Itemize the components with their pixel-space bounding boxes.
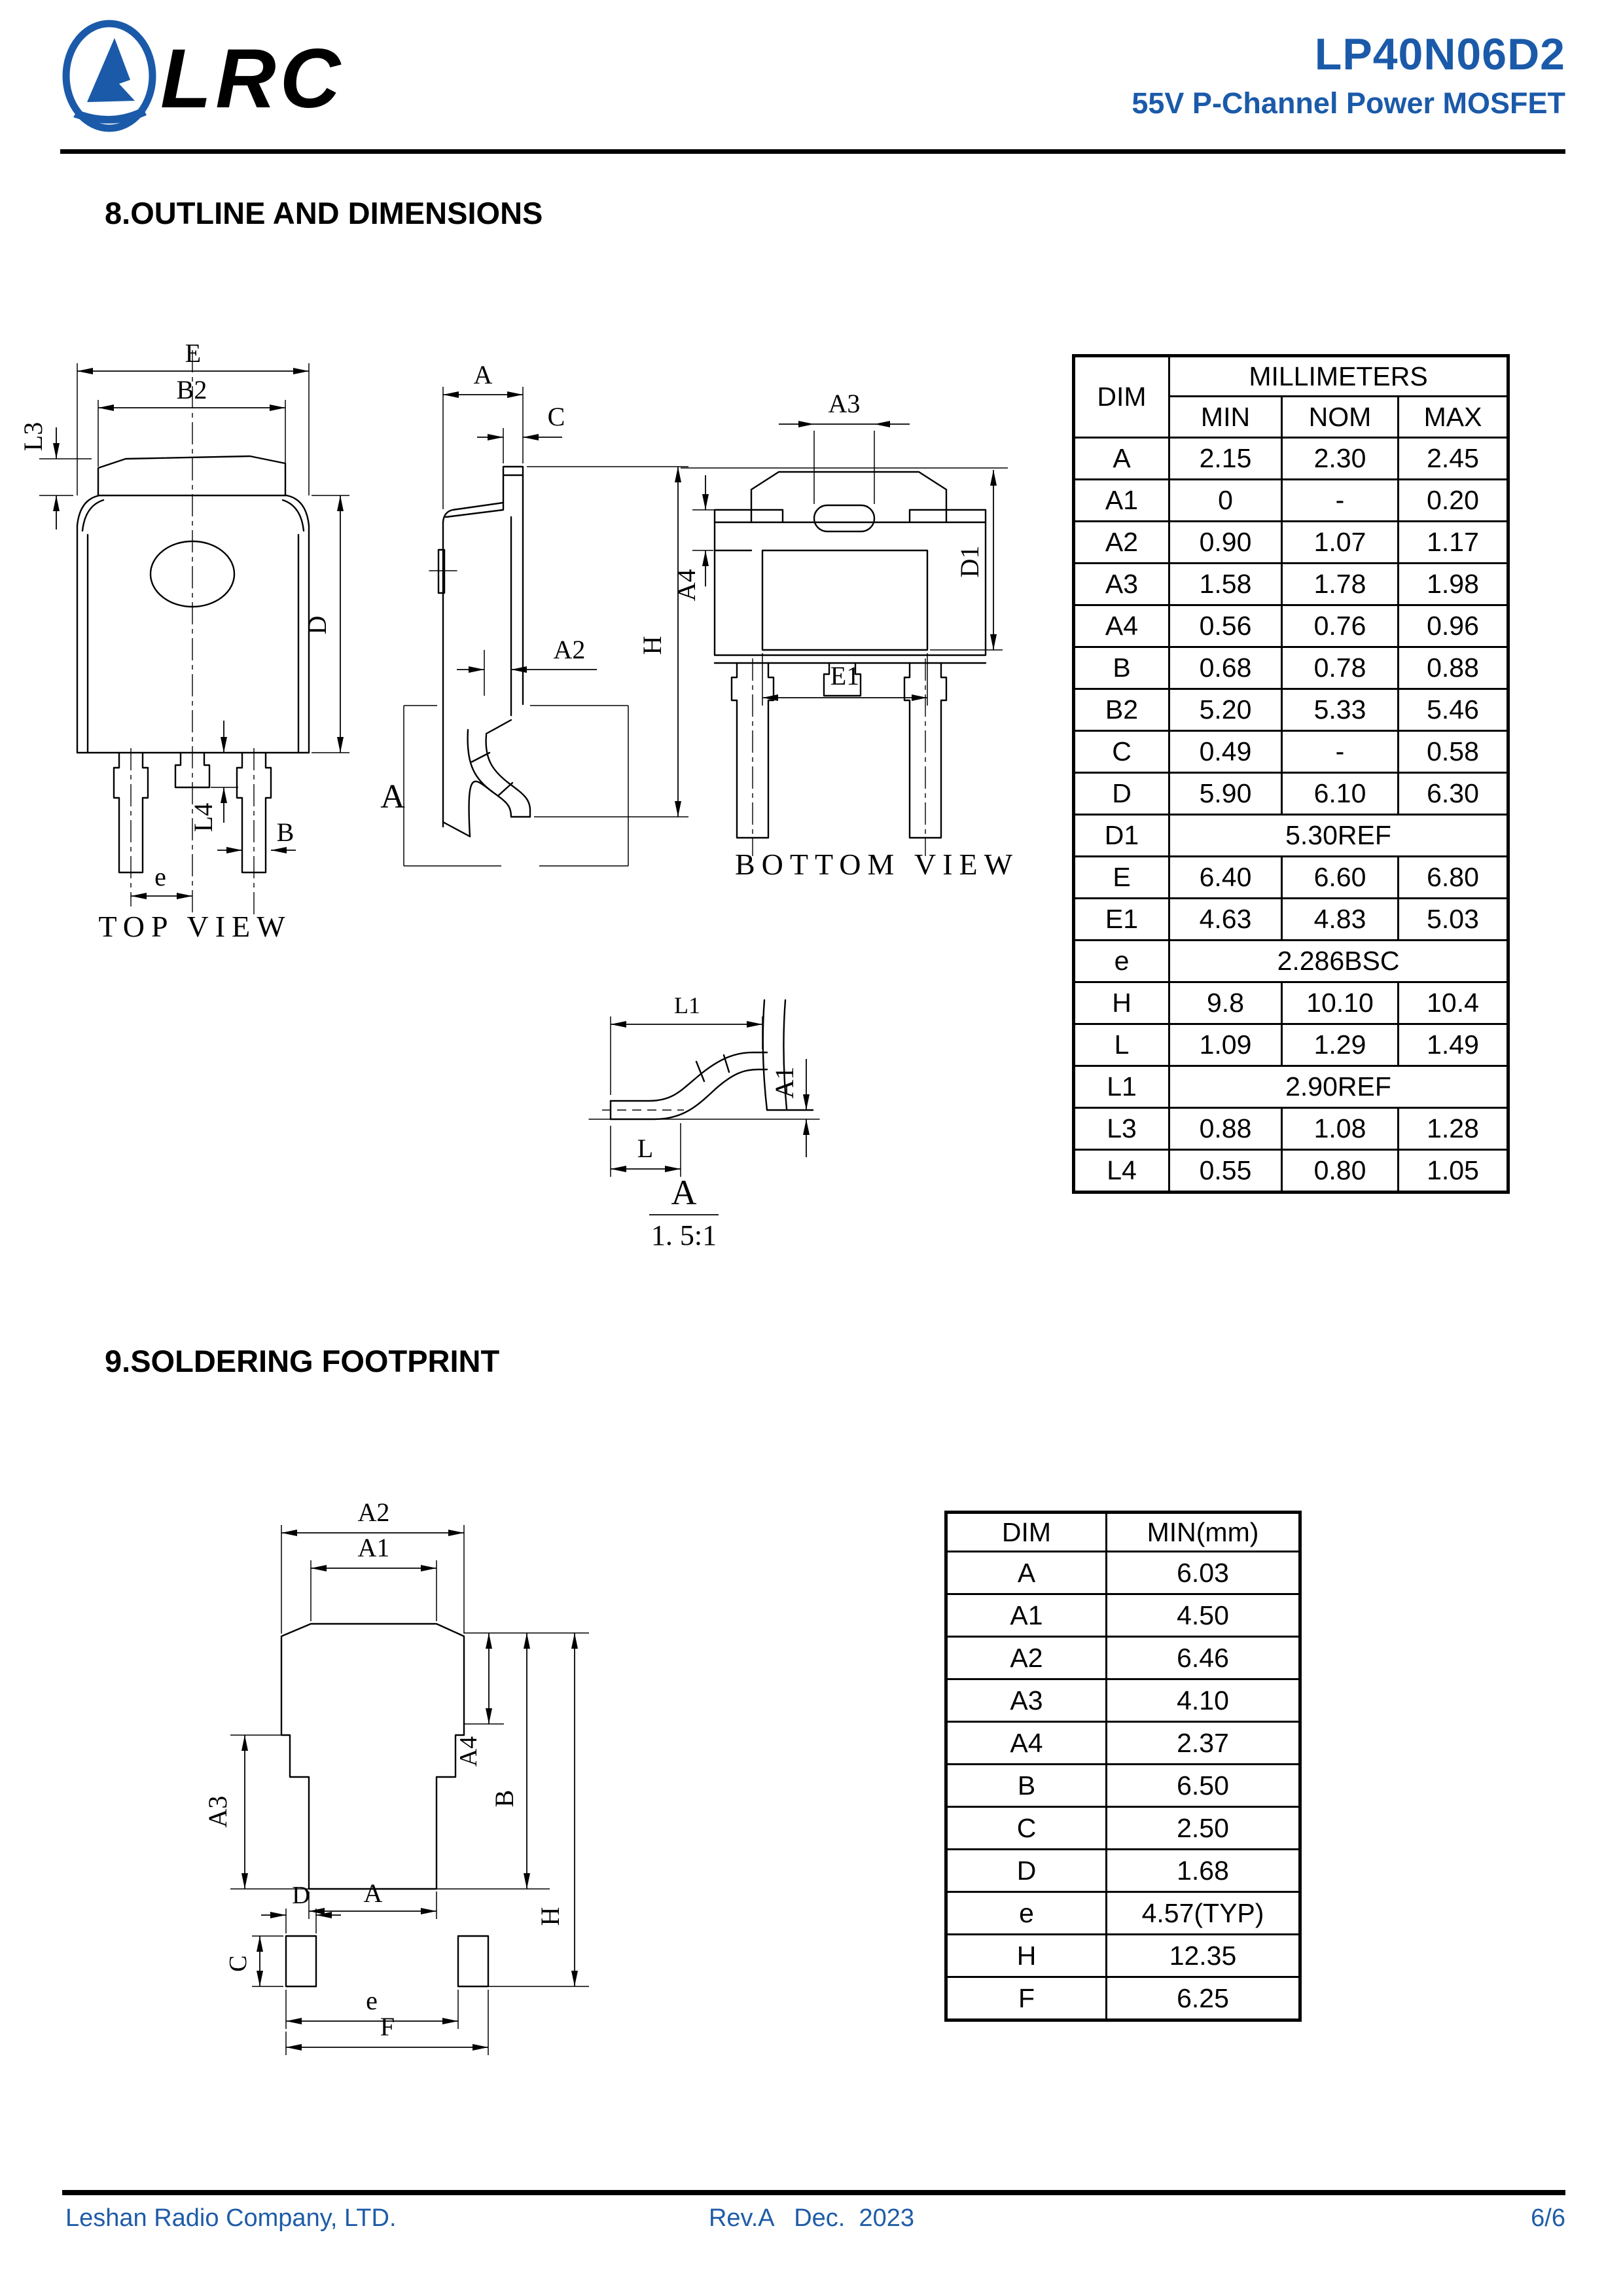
dim-label-A2: A2: [357, 1498, 390, 1527]
top-view-centerlines: [131, 350, 254, 926]
table-row: L3 0.88 1.08 1.28: [1074, 1108, 1508, 1150]
table-row: D 1.68: [946, 1850, 1300, 1892]
dim-label-D: D: [292, 1882, 310, 1909]
package-side-outline: [429, 467, 530, 836]
dim-label-L: L: [637, 1134, 654, 1163]
table-row: A 2.15 2.30 2.45: [1074, 438, 1508, 480]
footer-divider: [62, 2190, 1565, 2195]
dim-label-D1: D1: [955, 545, 984, 578]
dim-label-L1: L1: [674, 992, 700, 1018]
footprint-drawing: [196, 1471, 602, 2060]
dim-label-A4: A4: [455, 1736, 482, 1767]
side-view-drawing: [353, 313, 720, 974]
dim-label-L4: L4: [188, 802, 218, 833]
footer-revision: Rev.A Dec. 2023: [708, 2204, 915, 2232]
footprint-pads: [281, 1624, 488, 1986]
dim-label-L3: L3: [18, 422, 48, 452]
detail-dimensions: [611, 992, 806, 1177]
table-row: A 6.03: [946, 1552, 1300, 1594]
footer-page-number: 6/6: [1531, 2204, 1565, 2232]
dim-label-F: F: [380, 2012, 395, 2041]
dim-label-A3: A3: [203, 1795, 232, 1828]
table-row: A1 4.50: [946, 1594, 1300, 1637]
table-row: e 2.286BSC: [1074, 941, 1508, 982]
top-view-caption: TOP VIEW: [98, 910, 292, 943]
detail-scale-label: 1. 5:1: [651, 1219, 717, 1251]
bottom-view-drawing: [671, 365, 1021, 889]
footprint-table: [944, 1511, 1302, 2022]
logo-bird-icon: [87, 38, 135, 102]
dim-label-A2: A2: [553, 635, 586, 664]
dim-label-A: A: [363, 1878, 383, 1908]
part-number: LP40N06D2: [1314, 29, 1565, 79]
table-row: E 6.40 6.60 6.80: [1074, 857, 1508, 899]
table-row: A2 6.46: [946, 1637, 1300, 1679]
section-9-title: 9.SOLDERING FOOTPRINT: [105, 1344, 500, 1378]
dim-label-e: e: [154, 862, 166, 891]
col-header-min: MIN: [1169, 397, 1282, 438]
top-view-dimensions: [18, 338, 349, 896]
dim-label-B: B: [276, 817, 294, 847]
table-row: D1 5.30REF: [1074, 815, 1508, 857]
table-row: L1 2.90REF: [1074, 1066, 1508, 1108]
table-row: L 1.09 1.29 1.49: [1074, 1024, 1508, 1066]
header-divider: [60, 149, 1565, 154]
package-bottom-outline: [715, 472, 986, 838]
bottom-view-caption: BOTTOM VIEW: [734, 848, 1020, 881]
col-header-nom: NOM: [1282, 397, 1399, 438]
dim-label-H: H: [535, 1907, 565, 1926]
table-row: B 0.68 0.78 0.88: [1074, 647, 1508, 689]
col-header-dim: DIM: [1074, 356, 1169, 438]
col-header-dim: DIM: [946, 1513, 1107, 1552]
col-header-min: MIN(mm): [1107, 1513, 1300, 1552]
detail-section-label: A: [671, 1173, 697, 1212]
section-callout-box: [380, 706, 628, 866]
dim-label-A: A: [473, 360, 493, 389]
dim-label-e: e: [366, 1986, 378, 2015]
footprint-dimensions: [203, 1498, 589, 2055]
table-row: A3 4.10: [946, 1679, 1300, 1722]
dim-label-A1: A1: [357, 1533, 390, 1562]
dim-label-E1: E1: [830, 661, 860, 691]
table-row: A1 0 - 0.20: [1074, 480, 1508, 522]
lrc-logo: [56, 18, 396, 133]
table-row: H 9.8 10.10 10.4: [1074, 982, 1508, 1024]
side-view-dimensions: [443, 360, 688, 817]
dim-label-A1: A1: [770, 1066, 799, 1099]
lead-detail-drawing: [550, 961, 890, 1282]
table-row: B2 5.20 5.33 5.46: [1074, 689, 1508, 731]
table-row: A4 0.56 0.76 0.96: [1074, 605, 1508, 647]
table-header-row: [946, 1513, 1300, 1552]
dim-label-C: C: [224, 1955, 252, 1972]
dim-label-B: B: [490, 1789, 519, 1808]
dim-label-B2: B2: [176, 375, 207, 404]
footer-company: Leshan Radio Company, LTD.: [65, 2204, 397, 2232]
table-row: A2 0.90 1.07 1.17: [1074, 522, 1508, 564]
top-view-drawing: [18, 331, 380, 952]
dim-label-H: H: [637, 636, 667, 655]
table-row: C 0.49 - 0.58: [1074, 731, 1508, 773]
lead-detail-outline: [589, 1000, 819, 1119]
table-row: D 5.90 6.10 6.30: [1074, 773, 1508, 815]
table-row: F 6.25: [946, 1977, 1300, 2020]
dim-label-A4: A4: [671, 569, 701, 601]
table-row: H 12.35: [946, 1935, 1300, 1977]
section-label-A: A: [380, 778, 405, 816]
col-header-unit: MILLIMETERS: [1169, 356, 1508, 397]
bottom-view-dimensions: [671, 389, 1003, 706]
section-8-title: 8.OUTLINE AND DIMENSIONS: [105, 196, 543, 230]
logo-text: LRC: [160, 32, 345, 126]
dim-label-D: D: [302, 615, 332, 635]
dim-label-A3: A3: [828, 389, 861, 418]
col-header-max: MAX: [1399, 397, 1508, 438]
table-row: A4 2.37: [946, 1722, 1300, 1765]
table-row: A3 1.58 1.78 1.98: [1074, 564, 1508, 605]
detail-scale-note: [649, 1173, 719, 1251]
table-row: e 4.57(TYP): [946, 1892, 1300, 1935]
dim-label-E: E: [185, 338, 202, 368]
table-row: C 2.50: [946, 1807, 1300, 1850]
dimensions-table: [1072, 354, 1510, 1194]
dim-label-C: C: [547, 402, 565, 431]
table-row: B 6.50: [946, 1765, 1300, 1807]
page-subtitle: 55V P-Channel Power MOSFET: [1132, 86, 1565, 120]
table-row: E1 4.63 4.83 5.03: [1074, 899, 1508, 941]
table-row: L4 0.55 0.80 1.05: [1074, 1150, 1508, 1193]
table-header-row: [1074, 356, 1508, 397]
